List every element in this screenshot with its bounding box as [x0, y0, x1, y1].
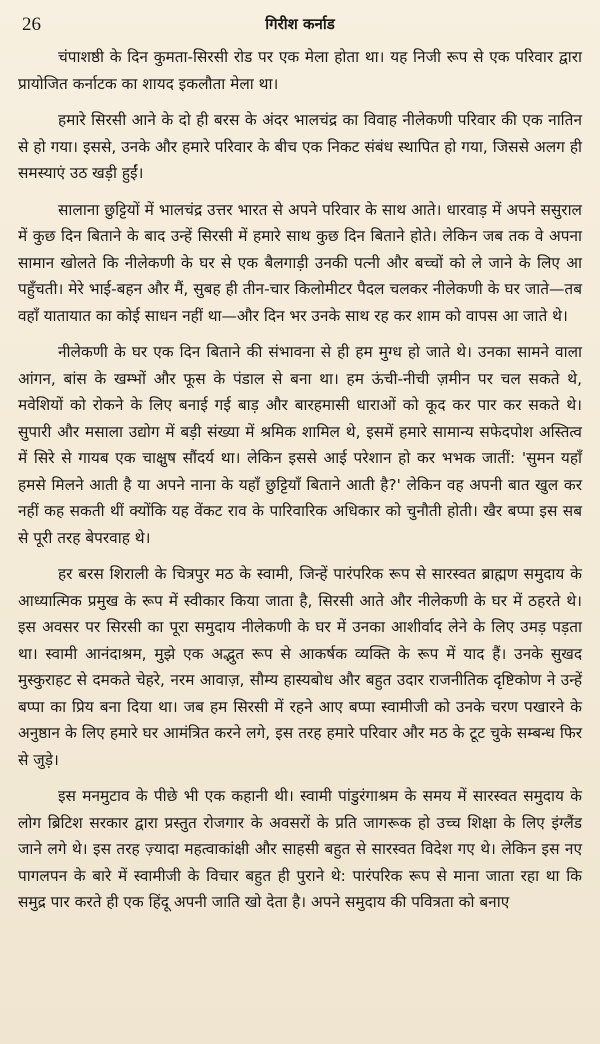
- paragraph: हमारे सिरसी आने के दो ही बरस के अंदर भालचंद्र का विवाह नीलेकणी परिवार की एक नातिन से हो गया। इससे, उनके और हमारे परिवार के बीच एक निकट संबंध स्थापित हो गया, जिससे अलग ही समस्याएं उठ खड़ी हुईं।: [18, 111, 582, 182]
- running-title: गिरीश कर्नाड: [265, 15, 335, 33]
- page-header: [18, 14, 582, 44]
- paragraph: चंपाशष्ठी के दिन कुमता-सिरसी रोड पर एक मेला होता था। यह निजी रूप से एक परिवार द्वारा प्रायोजित कर्नाटक का शायद इकलौता मेला था।: [18, 48, 582, 93]
- paragraph: हर बरस शिराली के चित्रपुर मठ के स्वामी, जिन्हें पारंपरिक रूप से सारस्वत ब्राह्मण समुदाय के आध्यात्मिक प्रमुख के रूप में स्वीकार किया जाता है, सिरसी आते और नीलेकणी के घर में ठहरते थे। इस अवसर पर सिरसी का पूरा समुदाय नीलेकणी के घर में उनका आशीर्वाद लेने के लिए उमड़ पड़ता था। स्वामी आनंदाश्रम, मुझे एक अद्भुत रूप से आकर्षक व्यक्ति के रूप में याद हैं। उनके सुखद मुस्कुराहट से दमकते चेहरे, नरम आवाज़, सौम्य हास्यबोध और बहुत उदार राजनीतिक दृष्टिकोण ने उन्हें बप्पा का प्रिय बना दिया था। जब हम सिरसी में रहने आए बप्पा स्वामीजी को उनके चरण पखारने के अनुष्ठान के लिए हमारे घर आमंत्रित करने लगे, इस तरह हमारे परिवार और मठ के टूट चुके सम्बन्ध फिर से जुड़े।: [18, 565, 582, 769]
- page-number: 26: [22, 14, 41, 35]
- paragraph: सालाना छुट्टियों में भालचंद्र उत्तर भारत से अपने परिवार के साथ आते। धारवाड़ में अपने ससुराल में कुछ दिन बिताने के बाद उन्हें सिरसी में हमारे साथ कुछ दिन बिताने होते। लेकिन जब तक वे अपना सामान खोलते कि नीलेकणी के घर से एक बैलगाड़ी उनकी पत्नी और बच्चों को ले जाने के लिए आ पहुँचती। मेरे भाई-बहन और मैं, सुबह ही तीन-चार किलोमीटर पैदल चलकर नीलेकणी के घर जाते—तब वहाँ यातायात का कोई साधन नहीं था—और दिन भर उनके साथ रह कर शाम को वापस आ जाते थे।: [18, 200, 582, 325]
- body-text: [18, 44, 582, 916]
- paragraph: नीलेकणी के घर एक दिन बिताने की संभावना से ही हम मुग्ध हो जाते थे। उनका सामने वाला आंगन, बांस के खम्भों और फूस के पंडाल से बना था। हम ऊंची-नीची ज़मीन पर चल सकते थे, मवेशियों को रोकने के लिए बनाई गई बाड़ और बारहमासी धाराओं को कूद कर पार कर सकते थे। सुपारी और मसाला उद्योग में बड़ी संख्या में श्रमिक शामिल थे, इसमें हमारे सामान्य सफेदपोश अस्तित्व में सिरे से गायब एक चाक्षुष सौंदर्य था। लेकिन इससे आई परेशान हो कर भभक जातीं: 'सुमन यहाँ हमसे मिलने आती है या अपने नाना के यहाँ छुट्टियाँ बिताने आती है?' लेकिन वह अपनी बात खुल कर नहीं कह सकती थीं क्योंकि यह वेंकट राव के पारिवारिक अधिकार को चुनौती होती। खैर बप्पा इस सब से पूरी तरह बेपरवाह थे।: [18, 343, 582, 547]
- paragraph: इस मनमुटाव के पीछे भी एक कहानी थी। स्वामी पांडुरंगाश्रम के समय में सारस्वत समुदाय के लोग ब्रिटिश सरकार द्वारा प्रस्तुत रोजगार के अवसरों के प्रति जागरूक हो उच्च शिक्षा के लिए इंग्लैंड जाने लगे थे। इस तरह ज़्यादा महत्वाकांक्षी और साहसी बहुत से सारस्वत विदेश गए थे। लेकिन इस नए पागलपन के बारे में स्वामीजी के विचार बहुत ही पुराने थे: पारंपरिक रूप से माना जाता रहा था कि समुद्र पार करते ही एक हिंदू अपनी जाति खो देता है। अपने समुदाय की पवित्रता को बनाए: [18, 787, 582, 911]
